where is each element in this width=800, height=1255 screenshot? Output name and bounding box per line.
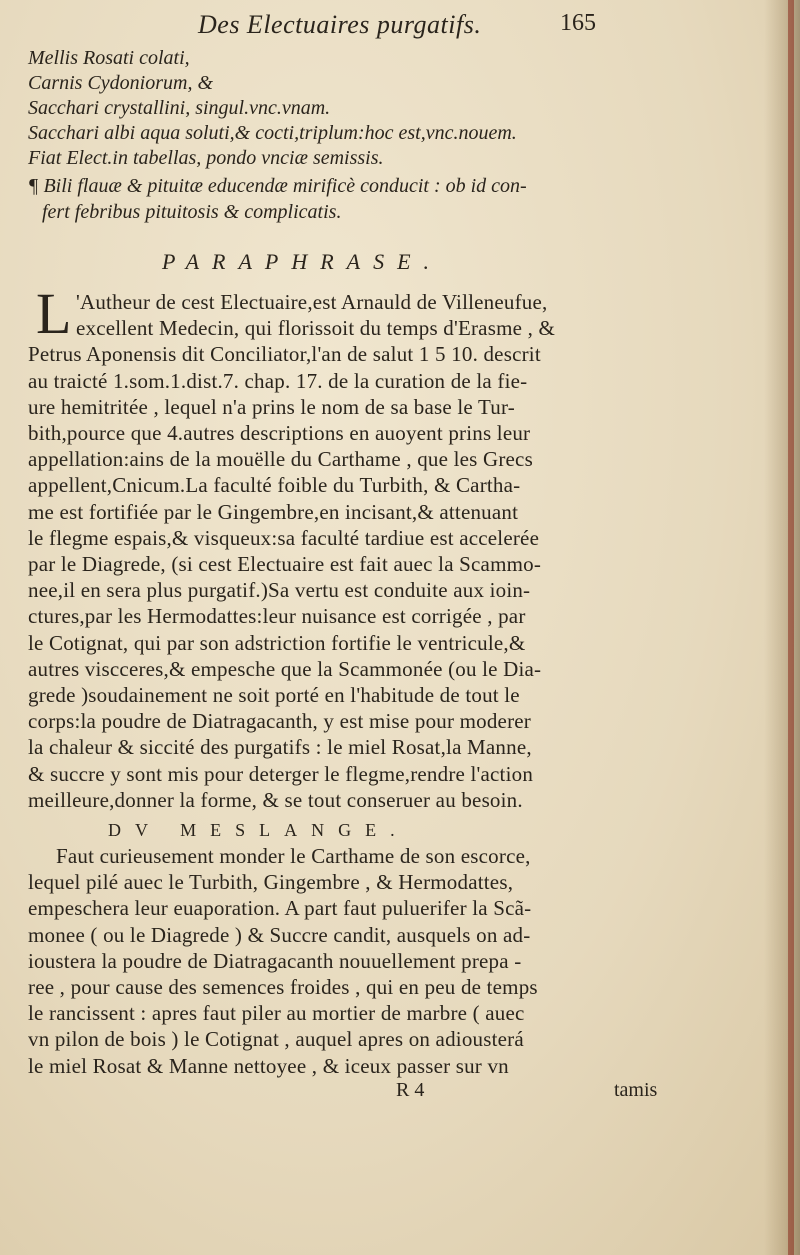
recipe-block — [28, 46, 748, 171]
signature-mark: R 4 — [396, 1078, 425, 1101]
melange-line: le miel Rosat & Manne nettoyee , & iceux passer sur vn — [28, 1053, 509, 1078]
paraphrase-line: Petrus Aponensis dit Conciliator,l'an de salut 1 5 10. descrit — [28, 342, 541, 367]
running-title: Des Electuaires purgatifs. — [198, 10, 482, 39]
paraphrase-line: corps:la poudre de Diatragacanth, y est mise pour moderer — [28, 709, 531, 734]
paraphrase-line: appellation:ains de la mouëlle du Carthame , que les Grecs — [28, 447, 533, 472]
paraphrase-line: au traicté 1.som.1.dist.7. chap. 17. de la curation de la fie- — [28, 368, 528, 393]
paraphrase-line: excellent Medecin, qui florissoit du temps d'Erasme , & — [76, 316, 556, 341]
recipe-line: Carnis Cydoniorum, & — [28, 72, 214, 94]
paraphrase-line: me est fortifiée par le Gingembre,en incisant,& attenuant — [28, 499, 519, 524]
melange-line: le rancissent : apres faut piler au mortier de marbre ( auec — [28, 1001, 525, 1026]
section-title: PARAPHRASE. — [162, 249, 443, 274]
page-content — [28, 0, 748, 1105]
paraphrase-line: le Cotignat, qui par son adstriction fortifie le ventricule,& — [28, 630, 526, 655]
recipe-line: Sacchari crystallini, singul.vnc.vnam. — [28, 97, 331, 119]
paraphrase-line: le flegme espais,& visqueux:sa faculté tardiue est accelerée — [28, 525, 540, 550]
melange-line: Faut curieusement monder le Carthame de son escorce, — [56, 844, 531, 869]
subheading: DV MESLANGE. — [108, 820, 409, 841]
page-edge-shadow — [764, 0, 800, 1255]
melange-line: lequel pilé auec le Turbith, Gingembre , & Hermodattes, — [28, 870, 514, 895]
recipe-line: Sacchari albi aqua soluti,& cocti,triplum:hoc est,vnc.nouem. — [28, 122, 517, 144]
melange-line: ree , pour cause des semences froides , qui en peu de temps — [28, 975, 538, 1000]
paraphrase-line: ure hemitritée , lequel n'a prins le nom de sa base le Tur- — [28, 394, 515, 419]
page-footer — [28, 1079, 748, 1105]
paraphrase-line: grede )soudainement ne soit porté en l'habitude de tout le — [28, 683, 520, 708]
running-head — [28, 10, 748, 44]
drop-cap: L — [36, 281, 72, 346]
melange-line: vn pilon de bois ) le Cotignat , auquel apres on adiousterá — [28, 1027, 524, 1052]
note-line: ¶ Bili flauæ & pituitæ educendæ mirificè conducit : ob id con- — [28, 175, 527, 197]
dropcap-block — [28, 281, 748, 346]
melange-line: ioustera la poudre de Diatragacanth nouuellement prepa - — [28, 948, 522, 973]
page-number: 165 — [560, 10, 596, 36]
paraphrase-text — [28, 281, 748, 813]
paraphrase-line: ctures,par les Hermodattes:leur nuisance est corrigée , par — [28, 604, 526, 629]
binding-stripe — [788, 0, 794, 1255]
usage-note — [28, 173, 748, 225]
paraphrase-line: autres viscceres,& empesche que la Scammonée (ou le Dia- — [28, 656, 542, 681]
paraphrase-line: par le Diagrede, (si cest Electuaire est fait auec la Scammo- — [28, 552, 542, 577]
melange-text — [28, 843, 748, 1079]
paraphrase-line: meilleure,donner la forme, & se tout conseruer au besoin. — [28, 787, 523, 812]
paraphrase-line: appellent,Cnicum.La faculté foible du Turbith, & Cartha- — [28, 473, 521, 498]
paraphrase-line: nee,il en sera plus purgatif.)Sa vertu est conduite aux ioin- — [28, 578, 531, 603]
recipe-line: Fiat Elect.in tabellas, pondo vnciæ semissis. — [28, 147, 384, 169]
recipe-line: Mellis Rosati colati, — [28, 47, 190, 69]
paraphrase-line: 'Autheur de cest Electuaire,est Arnauld de Villeneufue, — [76, 290, 548, 314]
note-line: fert febribus pituitosis & complicatis. — [42, 201, 342, 223]
melange-line: empeschera leur euaporation. A part faut puluerifer la Scã- — [28, 896, 532, 921]
paraphrase-line: bith,pource que 4.autres descriptions en auoyent prins leur — [28, 421, 531, 446]
paraphrase-line: & succre y sont mis pour deterger le flegme,rendre l'action — [28, 761, 534, 786]
paraphrase-line: la chaleur & siccité des purgatifs : le miel Rosat,la Manne, — [28, 735, 532, 760]
catchword: tamis — [614, 1078, 658, 1101]
melange-line: monee ( ou le Diagrede ) & Succre candit, ausquels on ad- — [28, 922, 531, 947]
